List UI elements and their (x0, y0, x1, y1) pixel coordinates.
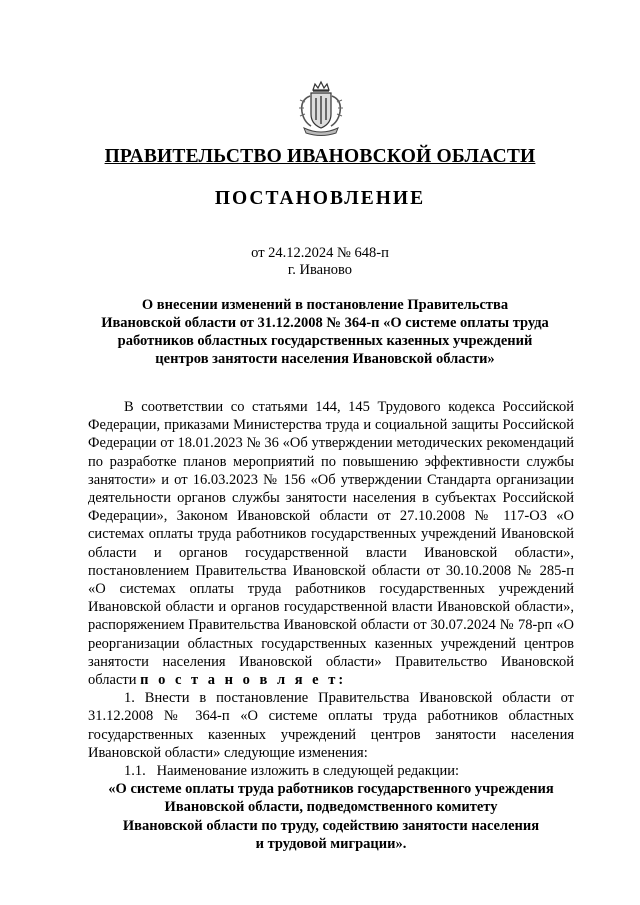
coat-of-arms-emblem (296, 80, 346, 138)
title-line: работников областных государственных казенных учреждений (117, 333, 533, 349)
city: г. Иваново (287, 262, 353, 278)
preamble-text: В соответствии со статьями 144, 145 Трудового кодекса Российской Федерации, приказами Министерства труда и социальной защиты Российской Федерации от 18.01.2023 № 36 «Об утверждении методических рекомендаций по разработке планов мероприятий по повышению эффективности службы занятости» и от 16.03.2023 № 156 «Об утверждении Стандарта организации деятельности органов службы занятости населения в субъектах Российской Федерации», Законом Ивановской области от 27.10.2008 № 117-ОЗ «О системах оплаты труда работников государственных учреждений Ивановской области и органов государственной власти Ивановской области», постановлением Правительства Ивановской области от 30.10.2008 № 285-п «О системах оплаты труда работников государственных учреждений Ивановской области и органов государственной власти Ивановской области», распоряжением Правительства Ивановской области от 30.07.2024 № 78-рп «О реорганизации областных государственных казенных учреждений центров занятости населения Ивановской области» Правительство Ивановской области (88, 399, 574, 689)
preamble-paragraph (88, 398, 574, 689)
new-name-line: «О системе оплаты труда работников государственного учреждения (108, 781, 554, 798)
government-name: ПРАВИТЕЛЬСТВО ИВАНОВСКОЙ ОБЛАСТИ (104, 146, 536, 167)
document-body (88, 398, 574, 853)
document-title (80, 296, 570, 368)
title-line: Ивановской области от 31.12.2008 № 364-п «О системе оплаты труда (101, 315, 549, 331)
new-name-line: Ивановской области, подведомственного комитету (164, 799, 498, 816)
resolves-word: п о с т а н о в л я е т: (140, 672, 347, 689)
title-line: О внесении изменений в постановление Правительства (141, 297, 509, 313)
title-line: центров занятости населения Ивановской области» (155, 351, 495, 367)
item-1-1: 1.1. Наименование изложить в следующей редакции: (124, 763, 460, 780)
document-type: ПОСТАНОВЛЕНИЕ (214, 188, 426, 209)
date-block (0, 245, 640, 279)
new-name-line: и трудовой миграции». (255, 835, 407, 852)
item-1: 1. Внести в постановление Правительства Ивановской области от 31.12.2008 № 364-п «О системе оплаты труда работников областных государственных казенных учреждений центров занятости населения Ивановской области» следующие изменения: (88, 690, 574, 761)
new-name-line: Ивановской области по труду, содействию занятости населения (122, 817, 540, 834)
date-number: от 24.12.2024 № 648-п (251, 245, 389, 261)
